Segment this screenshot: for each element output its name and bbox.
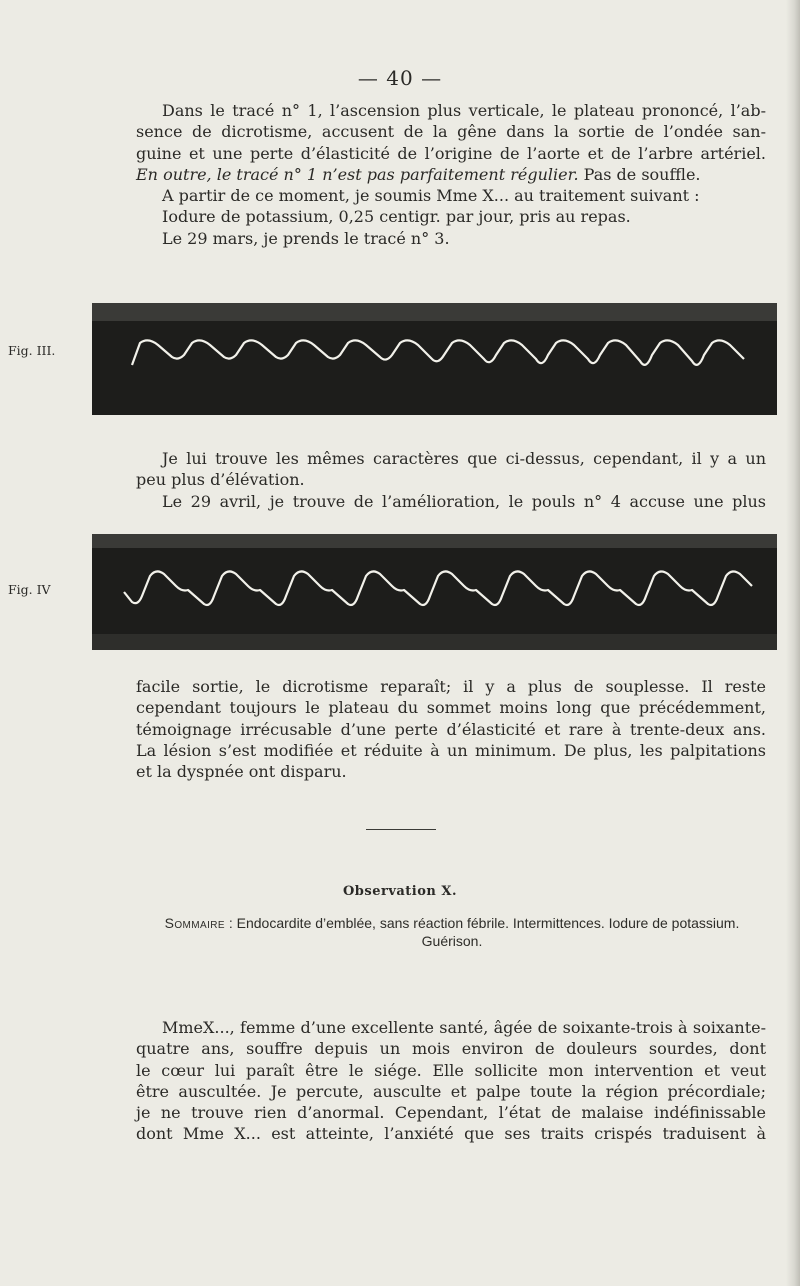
pulse-trace-4 xyxy=(92,534,777,650)
paragraph-1 xyxy=(136,100,766,185)
figure-bottom-band xyxy=(92,634,777,650)
pulse-waveform xyxy=(124,571,752,605)
text-line: le cœur lui paraît être le siége. Elle sollicite mon intervention et veut xyxy=(136,1060,766,1080)
pulse-waveform xyxy=(132,340,744,365)
text-line: je ne trouve rien d’anormal. Cependant, l’état de malaise indéfinissable xyxy=(136,1103,766,1123)
figure-4-label: Fig. IV xyxy=(8,582,51,597)
summary xyxy=(136,914,768,950)
text-line: cependant toujours le plateau du sommet moins long que précédemment, xyxy=(136,698,766,718)
text-line: guine et une perte d’élasticité de l’origine de l’aorte et de l’arbre artériel. xyxy=(136,143,766,163)
page-edge-shadow xyxy=(786,0,800,1286)
summary-label: Sommaire xyxy=(164,915,225,931)
paragraph-3 xyxy=(136,448,766,512)
figure-3-label: Fig. III. xyxy=(8,343,56,358)
text-line: sence de dicrotisme, accusent de la gêne dans la sortie de l’ondée san- xyxy=(136,122,766,142)
summary-line xyxy=(136,914,768,932)
text-line: A partir de ce moment, je soumis Mme X... au traitement suivant : xyxy=(162,186,700,205)
observation-title: Observation X. xyxy=(342,884,458,899)
figure-top-band xyxy=(92,303,777,321)
page-number: — 40 — xyxy=(357,66,443,90)
figure-3-pulse-tracing xyxy=(92,303,777,415)
figure-top-band xyxy=(92,534,777,548)
text-line: MmeX..., femme d’une excellente santé, âgée de soixante-trois à soixante- xyxy=(162,1018,766,1037)
text-line: Le 29 mars, je prends le tracé n° 3. xyxy=(162,228,450,248)
paragraph-2 xyxy=(136,185,766,249)
text-line: Je lui trouve les mêmes caractères que ci-dessus, cependant, il y a un xyxy=(162,449,766,468)
pulse-trace-3 xyxy=(92,303,777,415)
summary-line: Guérison. xyxy=(421,933,483,949)
paragraph-5 xyxy=(136,1017,766,1145)
figure-4-pulse-tracing xyxy=(92,534,777,650)
summary-text: : Endocardite d’emblée, sans réaction fébrile. Intermittences. Iodure de potassium. xyxy=(224,915,740,931)
text-line: et la dyspnée ont disparu. xyxy=(136,762,347,782)
text-line: dont Mme X... est atteinte, l’anxiété que ses traits crispés traduisent à xyxy=(136,1124,766,1144)
text-line: Iodure de potassium, 0,25 centigr. par jour, pris au repas. xyxy=(162,207,631,227)
italic-sentence: En outre, le tracé n° 1 n’est pas parfaitement régulier. xyxy=(136,164,579,184)
text-line xyxy=(136,164,766,185)
text-line: facile sortie, le dicrotisme reparaît; il y a plus de souplesse. Il reste xyxy=(136,677,766,696)
section-divider xyxy=(366,829,436,830)
text-line: quatre ans, souffre depuis un mois environ de douleurs sourdes, dont xyxy=(136,1039,766,1059)
text-line: Le 29 avril, je trouve de l’amélioration, le pouls n° 4 accuse une plus xyxy=(162,491,766,511)
text-line: La lésion s’est modifiée et réduite à un minimum. De plus, les palpitations xyxy=(136,740,766,760)
text-line: témoignage irrécusable d’une perte d’élasticité et rare à trente-deux ans. xyxy=(136,719,766,739)
sentence-end: Pas de souffle. xyxy=(578,164,701,184)
paragraph-4 xyxy=(136,676,766,782)
text-line: Dans le tracé n° 1, l’ascension plus verticale, le plateau prononcé, l’ab- xyxy=(162,101,766,120)
text-line: être auscultée. Je percute, ausculte et palpe toute la région précordiale; xyxy=(136,1081,766,1101)
text-line: peu plus d’élévation. xyxy=(136,470,305,490)
